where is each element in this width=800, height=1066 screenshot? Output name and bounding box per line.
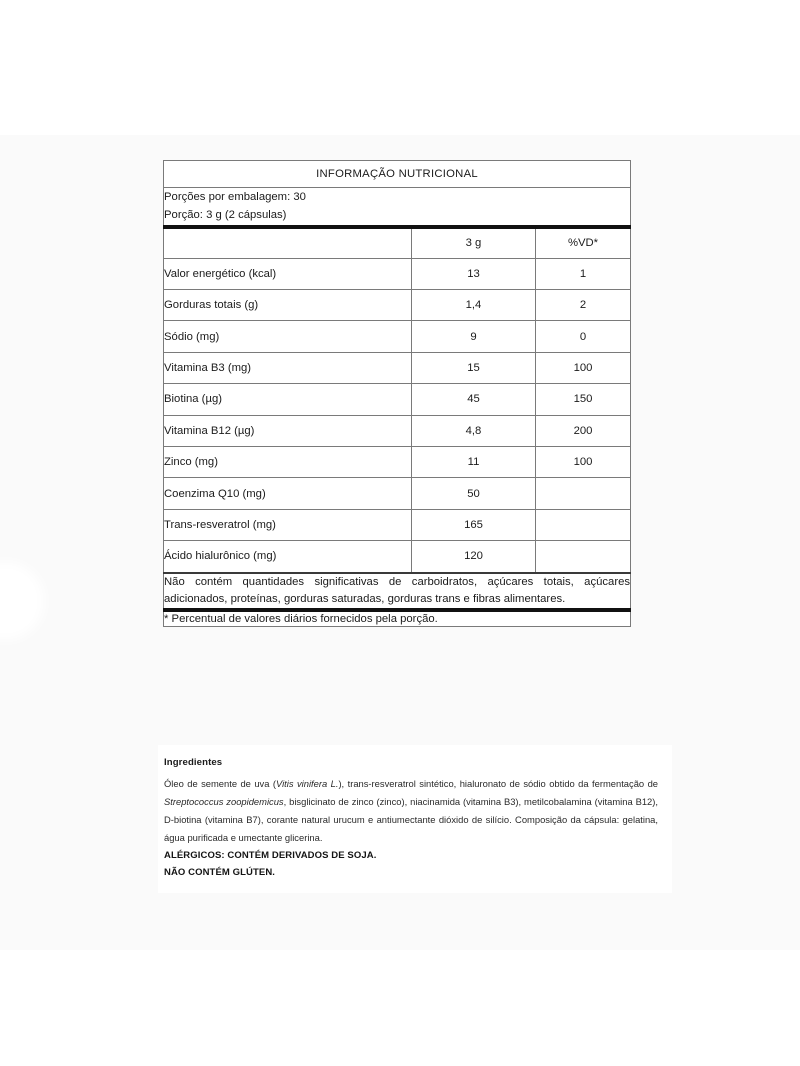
nutrient-vd: 1: [536, 258, 631, 289]
column-header-row: [164, 227, 631, 259]
nutrition-title: INFORMAÇÃO NUTRICIONAL: [164, 161, 631, 188]
ingredients-text: [164, 775, 658, 847]
nutrient-name: Ácido hialurônico (mg): [164, 541, 412, 573]
table-title-row: [164, 161, 631, 188]
vd-footnote: * Percentual de valores diários fornecidos pela porção.: [164, 610, 631, 627]
ingredients-text-part-3: , bisglicinato de zinco (zinco), niacinamida (vitamina B3), metilcobalamina (vitamina B12), D-biotina (vitamina B7), corante natural urucum e antiumectante dióxido de silício. Composição da cápsula: gelatina, água purificada e umectante glicerina.: [164, 796, 658, 844]
nutrient-name: Sódio (mg): [164, 321, 412, 352]
species-name-1: Vitis vinifera L.: [276, 778, 339, 789]
not-significant-note: Não contém quantidades significativas de carboidratos, açúcares totais, açúcares adicionados, proteínas, gorduras saturadas, gorduras trans e fibras alimentares.: [164, 573, 631, 610]
nutrient-name: Biotina (µg): [164, 384, 412, 415]
nutrient-name: Valor energético (kcal): [164, 258, 412, 289]
nutrient-vd: [536, 509, 631, 540]
species-name-2: Streptococcus zoopidemicus: [164, 796, 284, 808]
serving-info-cell: [164, 188, 631, 227]
nutrient-amount: 50: [412, 478, 536, 509]
nutrient-amount: 165: [412, 509, 536, 540]
nutrient-name: Vitamina B12 (µg): [164, 415, 412, 446]
table-row: [164, 415, 631, 446]
serving-size: Porção: 3 g (2 cápsulas): [164, 209, 287, 222]
nutrient-name: Vitamina B3 (mg): [164, 352, 412, 383]
nutrient-amount: 9: [412, 321, 536, 352]
table-row: [164, 352, 631, 383]
ingredients-card: [158, 745, 672, 893]
nutrient-vd: 100: [536, 446, 631, 477]
nutrient-vd: 2: [536, 289, 631, 320]
nutrient-vd: 150: [536, 384, 631, 415]
table-row: [164, 446, 631, 477]
nutrient-amount: 15: [412, 352, 536, 383]
table-row: [164, 478, 631, 509]
nutrition-table-body: [164, 161, 631, 627]
table-row: [164, 289, 631, 320]
nutrient-amount: 11: [412, 446, 536, 477]
nutrient-vd: 200: [536, 415, 631, 446]
nutrient-amount: 120: [412, 541, 536, 573]
nutrient-name: Trans-resveratrol (mg): [164, 509, 412, 540]
nutrient-vd: 0: [536, 321, 631, 352]
gluten-statement: NÃO CONTÉM GLÚTEN.: [164, 867, 276, 879]
nutrient-amount: 13: [412, 258, 536, 289]
table-row: [164, 541, 631, 573]
footnote-row: [164, 610, 631, 627]
nutrient-amount: 1,4: [412, 289, 536, 320]
nutrient-amount: 45: [412, 384, 536, 415]
servings-per-package: Porções por embalagem: 30: [164, 191, 306, 203]
ingredients-text-part-2: ), trans-resveratrol sintético, hialuronato de sódio obtido da fermentação de: [338, 778, 658, 789]
ingredients-inner: [158, 745, 672, 882]
allergen-warning: ALÉRGICOS: CONTÉM DERIVADOS DE SOJA.: [164, 850, 377, 862]
column-header-name: [164, 227, 412, 259]
column-header-vd: %VD*: [536, 227, 631, 259]
nutrition-table: [163, 160, 631, 627]
nutrient-vd: [536, 478, 631, 509]
ingredients-text-part-1: Óleo de semente de uva (: [164, 778, 276, 789]
nutrient-name: Zinco (mg): [164, 446, 412, 477]
not-significant-row: [164, 573, 631, 610]
nutrient-name: Coenzima Q10 (mg): [164, 478, 412, 509]
table-row: [164, 321, 631, 352]
table-row: [164, 384, 631, 415]
nutrition-facts-panel: [163, 160, 630, 627]
nutrient-vd: 100: [536, 352, 631, 383]
nutrient-name: Gorduras totais (g): [164, 289, 412, 320]
nutrient-vd: [536, 541, 631, 573]
column-header-amount: 3 g: [412, 227, 536, 259]
table-row: [164, 509, 631, 540]
table-row: [164, 258, 631, 289]
ingredients-heading: Ingredientes: [164, 757, 223, 768]
nutrient-amount: 4,8: [412, 415, 536, 446]
serving-info-row: [164, 188, 631, 227]
